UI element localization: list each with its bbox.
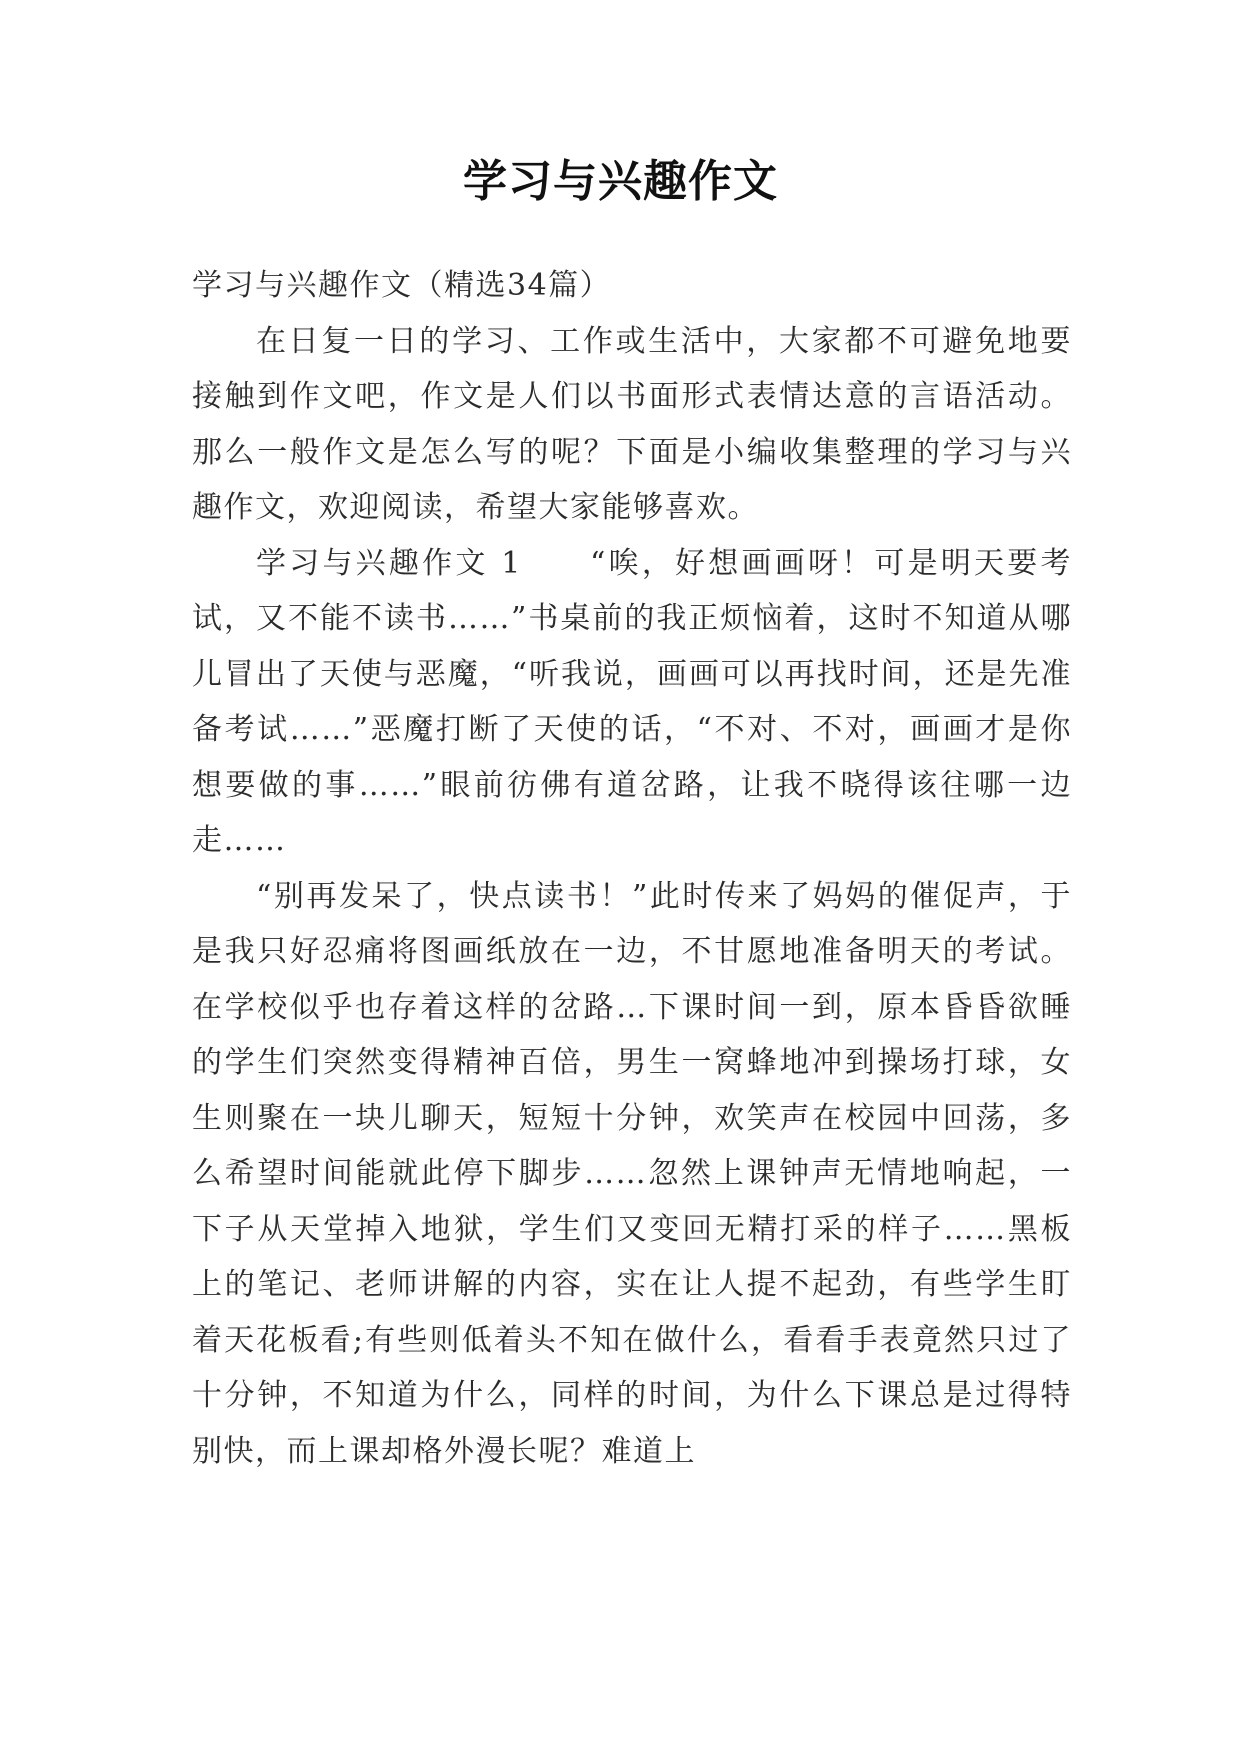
essay-1-paragraph-1: 学习与兴趣作文 1 “唉，好想画画呀！可是明天要考试，又不能不读书……”书桌前的我正烦恼着，这时不知道从哪儿冒出了天使与恶魔，“听我说，画画可以再找时间，还是先准备考试……”恶魔打断了天使的话，“不对、不对，画画才是你想要做的事……”眼前彷佛有道岔路，让我不晓得该往哪一边走…… xyxy=(192,545,1072,858)
intro-paragraph: 在日复一日的学习、工作或生活中，大家都不可避免地要接触到作文吧，作文是人们以书面形式表情达意的言语活动。那么一般作文是怎么写的呢？下面是小编收集整理的学习与兴趣作文，欢迎阅读，希望大家能够喜欢。 xyxy=(192,323,1072,525)
document-body xyxy=(192,258,1072,1479)
document-subtitle: 学习与兴趣作文（精选34篇） xyxy=(192,268,612,303)
essay-1-paragraph-2: “别再发呆了，快点读书！”此时传来了妈妈的催促声，于是我只好忍痛将图画纸放在一边，不甘愿地准备明天的考试。在学校似乎也存着这样的岔路…下课时间一到，原本昏昏欲睡的学生们突然变得精神百倍，男生一窝蜂地冲到操场打球，女生则聚在一块儿聊天，短短十分钟，欢笑声在校园中回荡，多么希望时间能就此停下脚步……忽然上课钟声无情地响起，一下子从天堂掉入地狱，学生们又变回无精打采的样子……黑板上的笔记、老师讲解的内容，实在让人提不起劲，有些学生盯着天花板看;有些则低着头不知在做什么，看看手表竟然只过了十分钟，不知道为什么，同样的时间，为什么下课总是过得特别快，而上课却格外漫长呢？难道上 xyxy=(192,878,1072,1469)
document-title: 学习与兴趣作文 xyxy=(463,156,778,207)
